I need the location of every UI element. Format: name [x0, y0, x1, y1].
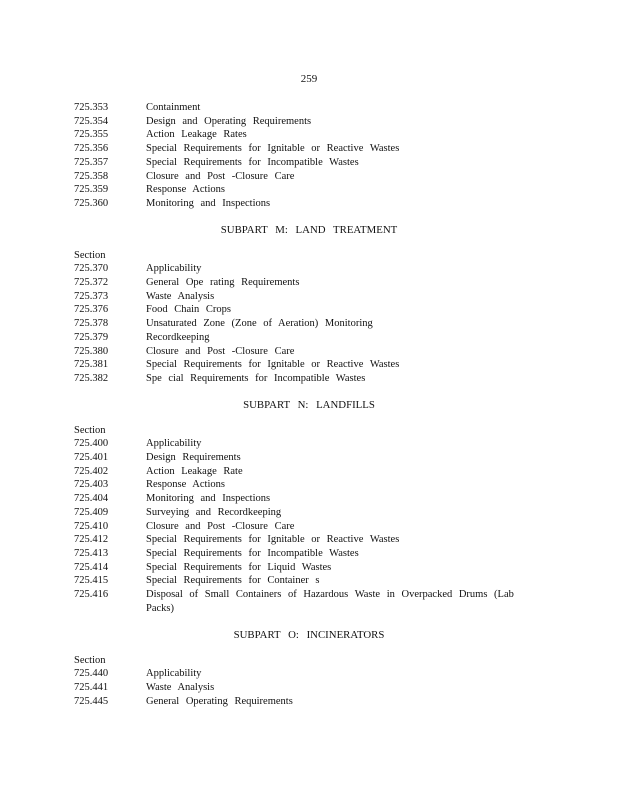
- toc-entry: [74, 317, 544, 331]
- toc-entry: [74, 331, 544, 345]
- section-title: Action Leakage Rate: [146, 465, 243, 477]
- section-title: Closure and Post -Closure Care: [146, 170, 295, 182]
- toc-block: [74, 249, 544, 386]
- section-number: 725.414: [74, 561, 109, 573]
- entry-list: [74, 101, 544, 211]
- section-title: Special Requirements for Ignitable or Reactive Wastes: [146, 534, 400, 546]
- section-number: 725.403: [74, 479, 109, 491]
- section-title: Containment: [146, 102, 201, 113]
- section-title: Special Requirements for Liquid Wastes: [146, 561, 332, 573]
- toc-entry: [74, 156, 544, 170]
- section-title: Waste Analysis: [146, 681, 215, 693]
- section-number: 725.378: [74, 318, 109, 330]
- section-number: 725.376: [74, 304, 109, 316]
- section-number: 725.359: [74, 184, 109, 196]
- section-title: Special Requirements for Ignitable or Reactive Wastes: [146, 143, 400, 155]
- section-number: 725.445: [74, 695, 109, 707]
- section-number: 725.410: [74, 520, 109, 532]
- section-number: 725.360: [74, 197, 109, 209]
- toc-entry: [74, 520, 544, 534]
- toc-entry: [74, 506, 544, 520]
- toc-entry: [74, 303, 544, 317]
- toc-entry: [74, 101, 544, 115]
- toc-entry: [74, 345, 544, 359]
- section-number: 725.370: [74, 263, 109, 275]
- page-number: 259: [300, 73, 318, 85]
- toc-entry: [74, 372, 544, 386]
- section-column-label: Section: [74, 249, 106, 261]
- section-number: 725.353: [74, 102, 109, 113]
- toc-entry: [74, 465, 544, 479]
- section-number: 725.380: [74, 345, 109, 357]
- section-number: 725.381: [74, 359, 109, 371]
- section-number: 725.373: [74, 290, 109, 302]
- section-title: Food Chain Crops: [146, 304, 232, 316]
- section-title: Special Requirements for Container s: [146, 575, 320, 587]
- section-title: Applicability: [146, 263, 202, 275]
- section-column-label: Section: [74, 654, 106, 666]
- section-number: 725.358: [74, 170, 109, 182]
- section-title: General Operating Requirements: [146, 695, 293, 707]
- section-title: Action Leakage Rates: [146, 129, 247, 141]
- section-number: 725.379: [74, 331, 109, 343]
- table-of-contents: [74, 101, 544, 708]
- subpart-heading: SUBPART O: INCINERATORS: [233, 628, 385, 641]
- subpart-heading: SUBPART M: LAND TREATMENT: [220, 223, 398, 236]
- toc-entry: [74, 547, 544, 561]
- subpart-heading: SUBPART N: LANDFILLS: [243, 398, 375, 411]
- toc-entry: [74, 695, 544, 709]
- section-number: 725.413: [74, 547, 109, 559]
- section-title: Design and Operating Requirements: [146, 115, 312, 127]
- section-column-label: Section: [74, 424, 106, 436]
- toc-entry: [74, 170, 544, 184]
- toc-entry: [74, 478, 544, 492]
- section-title: Special Requirements for Incompatible Wastes: [146, 156, 359, 168]
- section-number: 725.357: [74, 156, 109, 168]
- toc-block: [74, 101, 544, 211]
- toc-entry: [74, 451, 544, 465]
- toc-entry: [74, 574, 544, 588]
- section-number: 725.356: [74, 143, 109, 155]
- section-number: 725.382: [74, 372, 109, 384]
- toc-entry: [74, 667, 544, 681]
- section-title: Response Actions: [146, 479, 225, 491]
- toc-entry: [74, 142, 544, 156]
- section-number: 725.372: [74, 277, 109, 289]
- section-number: 725.409: [74, 506, 109, 518]
- toc-entry: [74, 588, 544, 615]
- section-number: 725.401: [74, 452, 109, 464]
- section-number: 725.415: [74, 575, 109, 587]
- section-title: Surveying and Recordkeeping: [146, 506, 282, 518]
- section-title: Spe cial Requirements for Incompatible Wastes: [146, 372, 366, 384]
- section-title: Design Requirements: [146, 452, 241, 464]
- toc-entry: [74, 262, 544, 276]
- section-title: Applicability: [146, 668, 202, 680]
- toc-block: [74, 654, 544, 709]
- section-title: Applicability: [146, 438, 202, 450]
- section-title: Special Requirements for Ignitable or Reactive Wastes: [146, 359, 400, 371]
- section-number: 725.355: [74, 129, 109, 141]
- section-number: 725.354: [74, 115, 109, 127]
- toc-entry: [74, 561, 544, 575]
- toc-entry: [74, 276, 544, 290]
- toc-entry: [74, 197, 544, 211]
- section-title: Monitoring and Inspections: [146, 197, 271, 209]
- toc-block: [74, 424, 544, 616]
- section-number: 725.404: [74, 493, 109, 505]
- section-title: Unsaturated Zone (Zone of Aeration) Monitoring: [146, 318, 373, 330]
- section-number: 725.400: [74, 438, 109, 450]
- toc-entry: [74, 533, 544, 547]
- section-title: Closure and Post -Closure Care: [146, 520, 295, 532]
- section-title: Recordkeeping: [146, 331, 210, 343]
- section-title: Disposal of Small Containers of Hazardous Waste in Overpacked Drums (Lab Packs): [146, 589, 514, 614]
- toc-entry: [74, 492, 544, 506]
- toc-entry: [74, 183, 544, 197]
- section-title: Monitoring and Inspections: [146, 493, 271, 505]
- toc-entry: [74, 128, 544, 142]
- section-number: 725.440: [74, 668, 109, 680]
- toc-entry: [74, 358, 544, 372]
- section-title: General Ope rating Requirements: [146, 277, 300, 289]
- section-title: Closure and Post -Closure Care: [146, 345, 295, 357]
- section-title: Waste Analysis: [146, 290, 215, 302]
- toc-entry: [74, 681, 544, 695]
- toc-entry: [74, 437, 544, 451]
- toc-entry: [74, 115, 544, 129]
- section-title: Response Actions: [146, 184, 225, 196]
- section-number: 725.402: [74, 465, 109, 477]
- toc-entry: [74, 290, 544, 304]
- section-title: Special Requirements for Incompatible Wastes: [146, 547, 359, 559]
- section-number: 725.416: [74, 589, 109, 601]
- section-number: 725.441: [74, 681, 109, 693]
- section-number: 725.412: [74, 534, 109, 546]
